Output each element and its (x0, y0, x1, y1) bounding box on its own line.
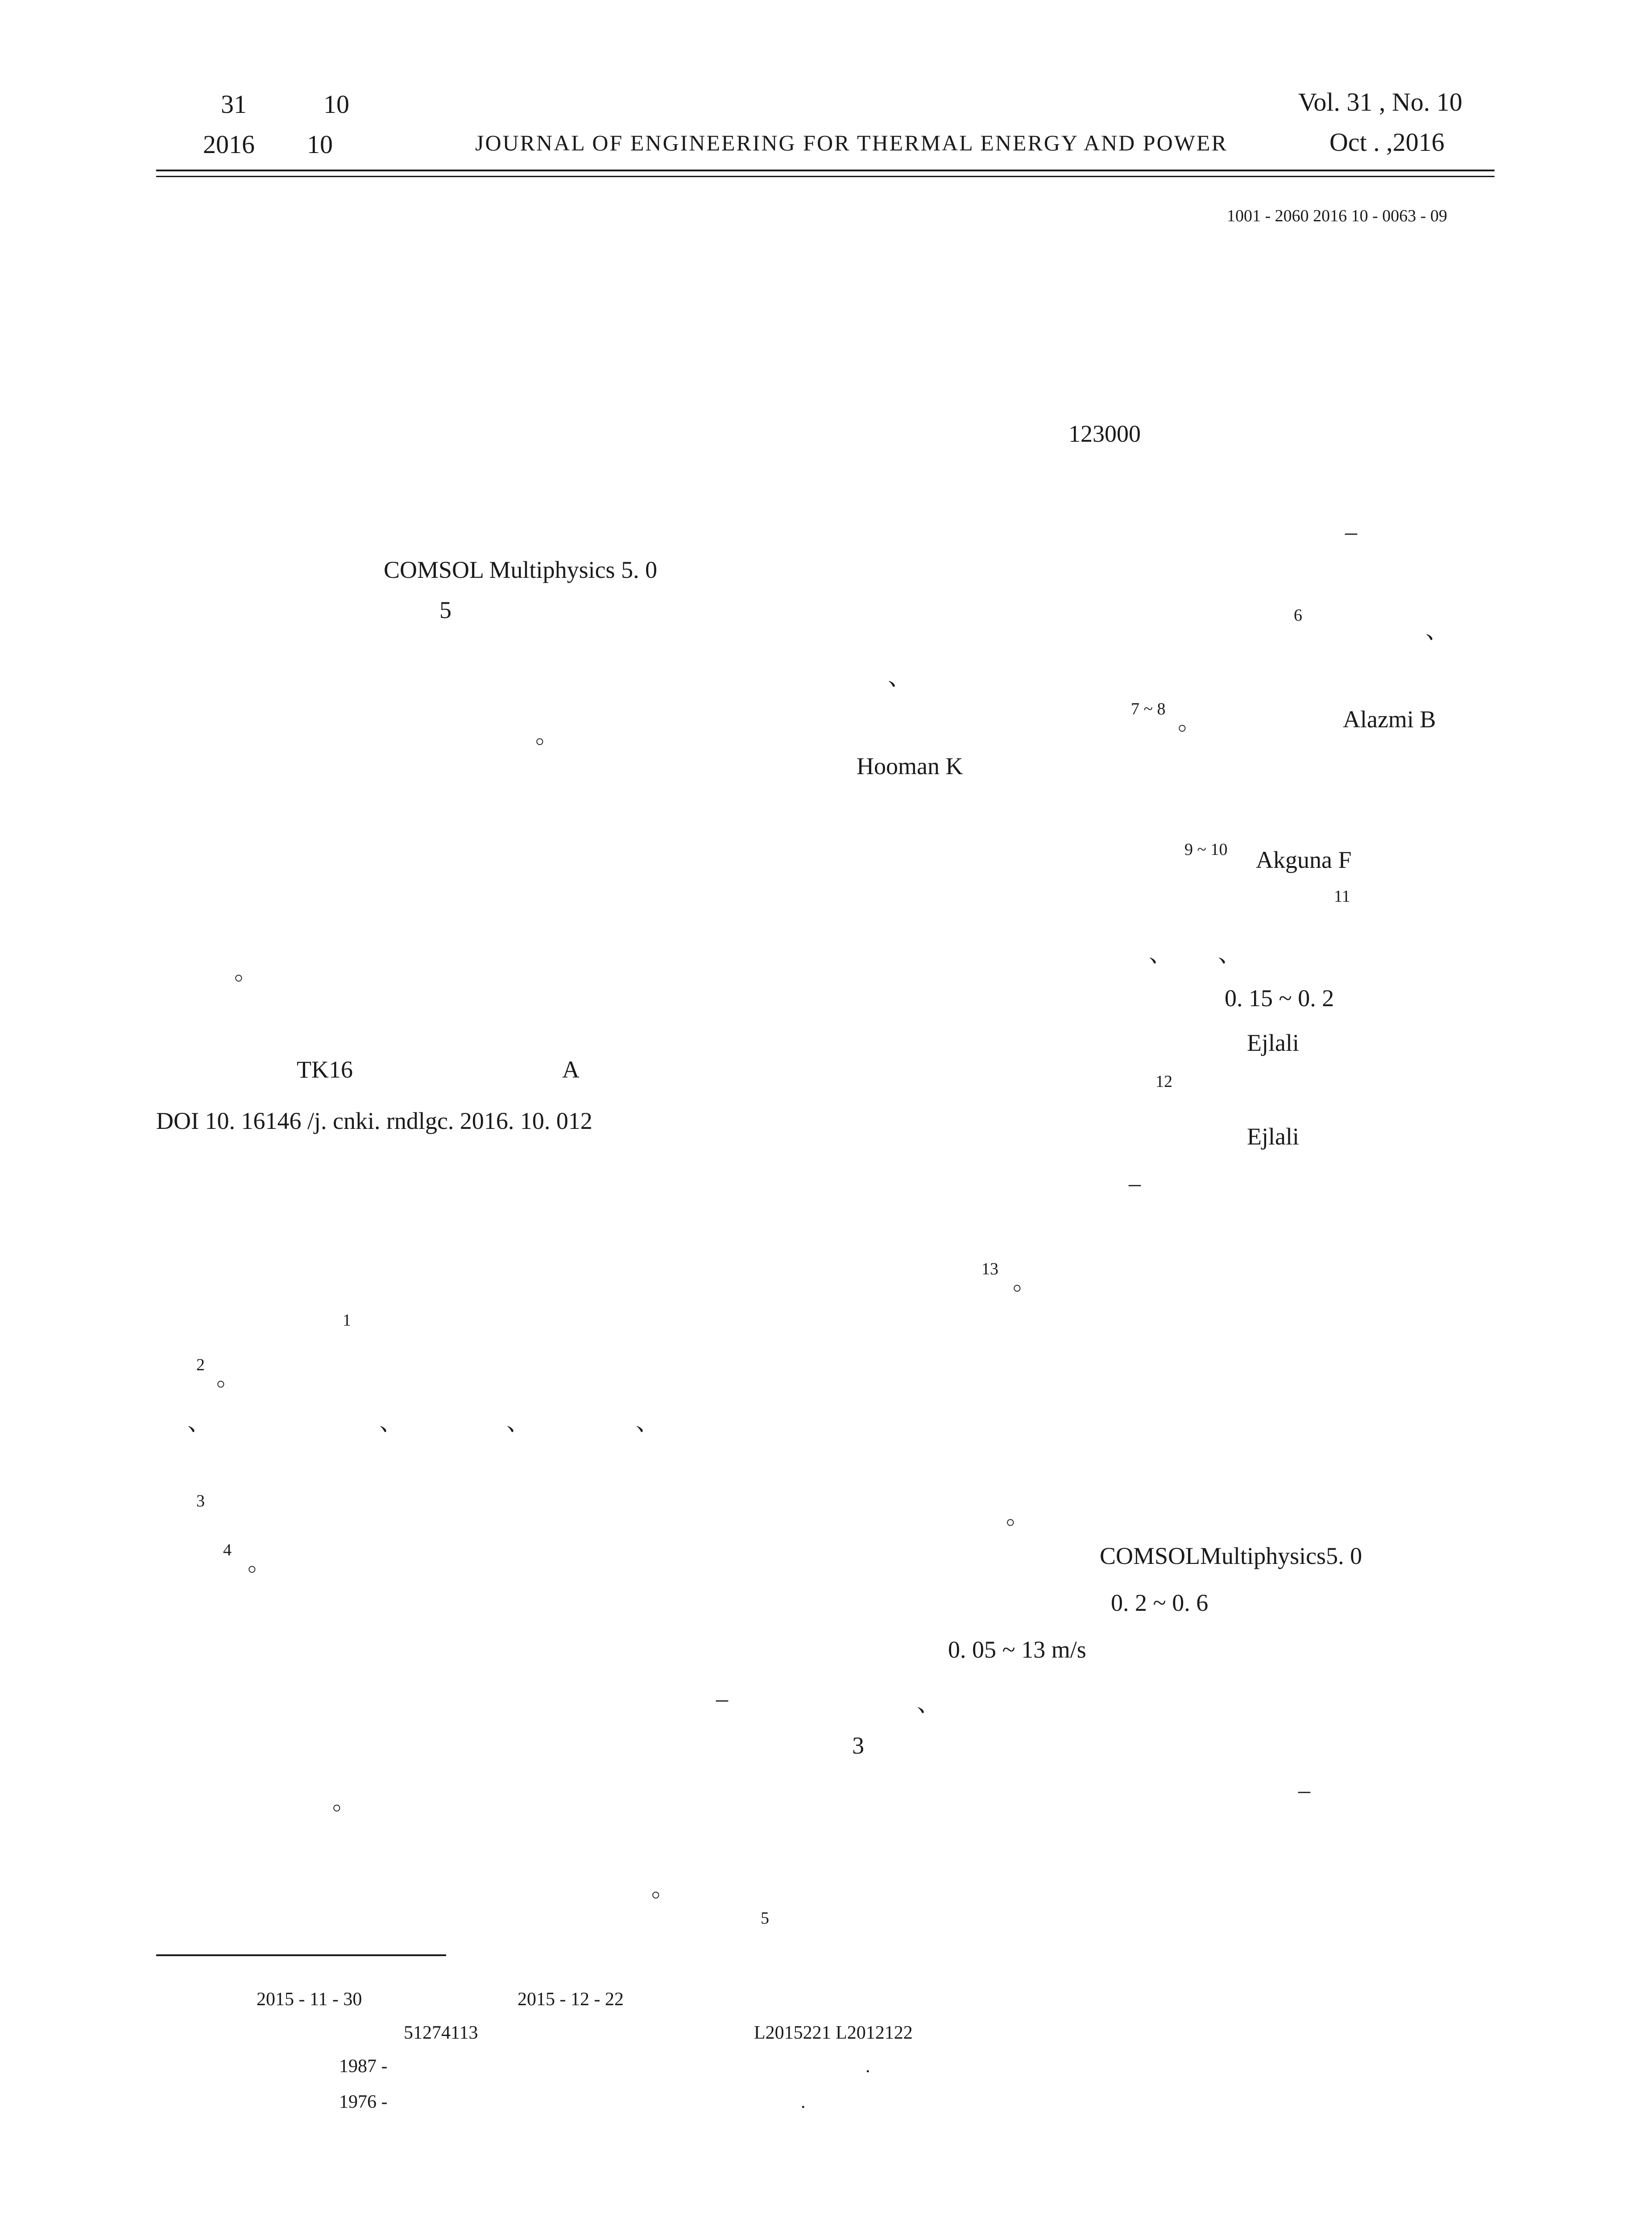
author-name: Hooman K (857, 753, 963, 780)
header-rule-top (156, 170, 1495, 171)
volume-number-cn: 31 (221, 90, 247, 119)
period-mark: 。 (1006, 1502, 1030, 1529)
fund-number: L2015221 L2012122 (754, 2023, 913, 2043)
doi: DOI 10. 16146 /j. cnki. rndlgc. 2016. 10. 012 (156, 1107, 592, 1134)
period-mark: 。 (332, 1788, 356, 1815)
dash-mark: – (1345, 518, 1357, 545)
enumeration-comma: 、 (506, 1409, 530, 1435)
value-range: 0. 15 ~ 0. 2 (1225, 985, 1334, 1012)
author-name: Akguna F (1256, 846, 1352, 873)
model-count: 5 (439, 597, 451, 623)
value-range: 0. 2 ~ 0. 6 (1111, 1589, 1209, 1616)
period-mark: 。 (216, 1364, 240, 1391)
author-name: Ejlali (1247, 1123, 1299, 1150)
reference-mark: 4 (223, 1541, 232, 1559)
enumeration-comma: 、 (1425, 617, 1449, 643)
fund-number: 51274113 (404, 2023, 478, 2043)
enumeration-comma: 、 (888, 663, 912, 690)
software-name: COMSOL Multiphysics 5. 0 (384, 556, 658, 583)
dash-mark: – (1298, 1777, 1310, 1804)
postcode: 123000 (1068, 420, 1141, 447)
enumeration-comma: 、 (917, 1690, 941, 1717)
author-name: Ejlali (1247, 1029, 1299, 1056)
reference-mark: 11 (1334, 887, 1350, 906)
period-mark: 。 (535, 722, 559, 748)
reference-mark: 13 (981, 1260, 998, 1278)
reference-mark: 9 ~ 10 (1184, 840, 1228, 859)
revised-date: 2015 - 12 - 22 (518, 1989, 624, 2010)
period-mark: 。 (248, 1549, 272, 1576)
reference-mark: 7 ~ 8 (1131, 700, 1166, 718)
dash-mark: – (1129, 1170, 1141, 1197)
period-mark: 。 (234, 958, 258, 985)
software-name: COMSOLMultiphysics5. 0 (1100, 1543, 1362, 1569)
period-mark: 。 (1013, 1268, 1037, 1295)
issue-number-cn: 10 (323, 90, 349, 119)
reference-mark: 2 (196, 1356, 205, 1374)
reference-mark: 3 (196, 1492, 205, 1510)
author-birth-year: 1976 - (339, 2092, 388, 2112)
enumeration-comma: 、 (379, 1409, 403, 1435)
period-mark: 。 (1178, 708, 1202, 735)
reference-mark: 1 (343, 1311, 351, 1330)
enumeration-comma: 、 (1149, 940, 1173, 967)
dash-mark: – (716, 1685, 728, 1712)
reference-mark: 6 (1294, 606, 1302, 625)
enumeration-comma: 、 (636, 1409, 660, 1435)
author-birth-year: 1987 - (339, 2056, 388, 2077)
month-cn: 10 (307, 130, 333, 159)
received-date: 2015 - 11 - 30 (257, 1989, 362, 2010)
author-name: Alazmi B (1343, 706, 1436, 733)
period-mark: . (865, 2056, 870, 2077)
period-mark: . (801, 2092, 806, 2112)
journal-title: JOURNAL OF ENGINEERING FOR THERMAL ENERGY AND POWER (475, 130, 1228, 155)
year-cn: 2016 (203, 130, 255, 159)
document-code: A (562, 1056, 580, 1083)
period-mark: 。 (651, 1875, 675, 1902)
date-en: Oct . ,2016 (1329, 128, 1445, 157)
classification-code: TK16 (297, 1056, 353, 1083)
reference-mark: 5 (761, 1909, 769, 1928)
article-id: 1001 - 2060 2016 10 - 0063 - 09 (1227, 207, 1447, 225)
enumeration-comma: 、 (187, 1409, 211, 1435)
value-range: 0. 05 ~ 13 m/s (948, 1636, 1086, 1663)
reference-mark: 12 (1155, 1072, 1172, 1091)
footnote-rule (156, 1954, 446, 1956)
header-rule-bottom (156, 176, 1495, 177)
count-value: 3 (852, 1732, 864, 1759)
enumeration-comma: 、 (1218, 940, 1242, 967)
volume-en: Vol. 31 , No. 10 (1298, 87, 1462, 116)
